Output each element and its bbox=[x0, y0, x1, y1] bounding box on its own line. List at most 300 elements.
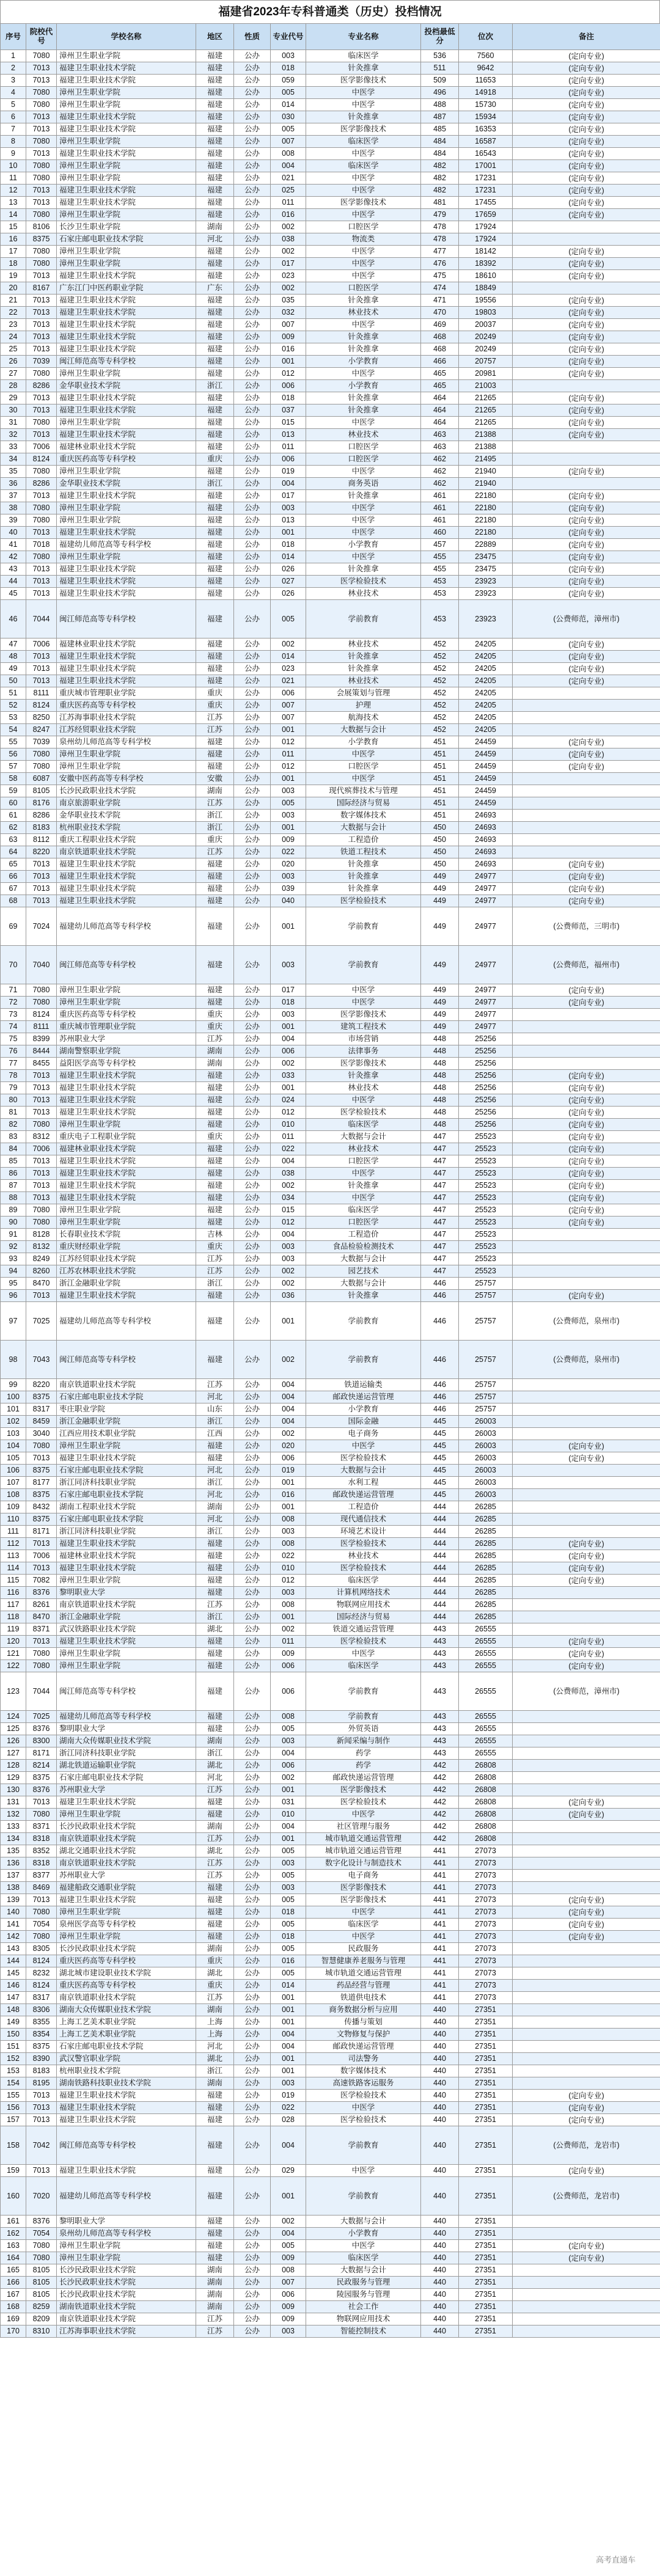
cell-col-note: (定向专业) bbox=[513, 539, 660, 551]
cell-col-note: (定向专业) bbox=[513, 1452, 660, 1465]
cell-col-major-code: 004 bbox=[271, 2228, 306, 2240]
cell-col-note: (定向专业) bbox=[513, 1809, 660, 1821]
cell-col-major: 智能控制技术 bbox=[306, 2325, 421, 2338]
cell-col-school: 福建卫生职业技术学院 bbox=[57, 1290, 196, 1302]
cell-col-major-code: 034 bbox=[271, 1192, 306, 1204]
cell-col-min-score: 447 bbox=[421, 1217, 459, 1229]
cell-col-seq: 83 bbox=[1, 1131, 26, 1143]
cell-col-region: 福建 bbox=[196, 1672, 234, 1711]
cell-col-school: 江苏经贸职业技术学院 bbox=[57, 1253, 196, 1265]
cell-col-code: 7013 bbox=[26, 588, 57, 600]
cell-col-region: 福建 bbox=[196, 1882, 234, 1894]
cell-col-major-code: 009 bbox=[271, 2252, 306, 2264]
cell-col-type: 公办 bbox=[234, 99, 271, 111]
cell-col-major: 学前教育 bbox=[306, 946, 421, 984]
table-row bbox=[1, 2004, 660, 2016]
cell-col-school: 福建卫生职业技术学院 bbox=[57, 663, 196, 675]
table-row bbox=[1, 2165, 660, 2177]
table-row bbox=[1, 2016, 660, 2029]
cell-col-school: 漳州卫生职业学院 bbox=[57, 136, 196, 148]
cell-col-note: (定向专业) bbox=[513, 1070, 660, 1082]
cell-col-min-score: 447 bbox=[421, 1192, 459, 1204]
cell-col-seq: 96 bbox=[1, 1290, 26, 1302]
cell-col-major-code: 004 bbox=[271, 1403, 306, 1416]
cell-col-type: 公办 bbox=[234, 1428, 271, 1440]
cell-col-seq: 84 bbox=[1, 1143, 26, 1155]
cell-col-min-score: 444 bbox=[421, 1562, 459, 1575]
cell-col-region: 福建 bbox=[196, 1575, 234, 1587]
cell-col-min-score: 440 bbox=[421, 2016, 459, 2029]
cell-col-min-score: 448 bbox=[421, 1033, 459, 1045]
cell-col-major: 临床医学 bbox=[306, 50, 421, 62]
cell-col-code: 8355 bbox=[26, 2016, 57, 2029]
table-row bbox=[1, 1760, 660, 1772]
cell-col-school: 南京铁道职业技术学院 bbox=[57, 1599, 196, 1611]
table-row bbox=[1, 1784, 660, 1796]
cell-col-type: 公办 bbox=[234, 1513, 271, 1526]
cell-col-major: 建筑工程技术 bbox=[306, 1021, 421, 1033]
cell-col-school: 福建林业职业技术学院 bbox=[57, 1550, 196, 1562]
cell-col-major-code: 030 bbox=[271, 111, 306, 123]
cell-col-rank: 27073 bbox=[459, 1919, 513, 1931]
cell-col-major-code: 005 bbox=[271, 1845, 306, 1857]
table-row bbox=[1, 2053, 660, 2065]
cell-col-seq: 131 bbox=[1, 1796, 26, 1809]
cell-col-school: 浙江金融职业学院 bbox=[57, 1278, 196, 1290]
cell-col-seq: 79 bbox=[1, 1082, 26, 1094]
table-row bbox=[1, 1980, 660, 1992]
cell-col-major-code: 005 bbox=[271, 1870, 306, 1882]
cell-col-region: 福建 bbox=[196, 588, 234, 600]
cell-col-type: 公办 bbox=[234, 111, 271, 123]
cell-col-type: 公办 bbox=[234, 997, 271, 1009]
cell-col-major: 学前教育 bbox=[306, 1711, 421, 1723]
cell-col-code: 3040 bbox=[26, 1428, 57, 1440]
cell-col-rank: 17924 bbox=[459, 233, 513, 246]
table-row bbox=[1, 871, 660, 883]
cell-col-school: 石家庄邮电职业技术学院 bbox=[57, 1391, 196, 1403]
cell-col-seq: 38 bbox=[1, 502, 26, 514]
cell-col-code: 7013 bbox=[26, 1094, 57, 1107]
cell-col-type: 公办 bbox=[234, 1229, 271, 1241]
cell-col-rank: 19803 bbox=[459, 307, 513, 319]
table-row bbox=[1, 2177, 660, 2216]
table-row bbox=[1, 233, 660, 246]
cell-col-min-score: 475 bbox=[421, 270, 459, 282]
table-row bbox=[1, 1265, 660, 1278]
cell-col-school: 重庆财经职业学院 bbox=[57, 1241, 196, 1253]
cell-col-min-score: 455 bbox=[421, 551, 459, 563]
cell-col-major: 大数据与会计 bbox=[306, 2264, 421, 2277]
cell-col-type: 公办 bbox=[234, 209, 271, 221]
cell-col-note: (定向专业) bbox=[513, 1290, 660, 1302]
cell-col-type: 公办 bbox=[234, 1919, 271, 1931]
cell-col-type: 公办 bbox=[234, 136, 271, 148]
cell-col-seq: 165 bbox=[1, 2264, 26, 2277]
cell-col-min-score: 448 bbox=[421, 1094, 459, 1107]
cell-col-min-score: 441 bbox=[421, 1980, 459, 1992]
cell-col-type: 公办 bbox=[234, 1155, 271, 1168]
cell-col-major: 学前教育 bbox=[306, 1672, 421, 1711]
cell-col-school: 重庆医药高等专科学校 bbox=[57, 453, 196, 466]
cell-col-major: 物联网应用技术 bbox=[306, 1599, 421, 1611]
cell-col-code: 7013 bbox=[26, 1082, 57, 1094]
cell-col-school: 福建卫生职业技术学院 bbox=[57, 1082, 196, 1094]
table-row bbox=[1, 1192, 660, 1204]
cell-col-major-code: 001 bbox=[271, 2004, 306, 2016]
cell-col-major-code: 011 bbox=[271, 1131, 306, 1143]
cell-col-school: 漳州卫生职业学院 bbox=[57, 1217, 196, 1229]
cell-col-note bbox=[513, 2029, 660, 2041]
cell-col-major: 工程造价 bbox=[306, 1501, 421, 1513]
table-row bbox=[1, 99, 660, 111]
cell-col-major: 中医学 bbox=[306, 417, 421, 429]
cell-col-note: (定向专业) bbox=[513, 75, 660, 87]
cell-col-school: 南京铁道职业技术学院 bbox=[57, 846, 196, 858]
cell-col-seq: 88 bbox=[1, 1192, 26, 1204]
cell-col-school: 福建卫生职业技术学院 bbox=[57, 295, 196, 307]
cell-col-school: 漳州卫生职业学院 bbox=[57, 1809, 196, 1821]
cell-col-region: 河北 bbox=[196, 1772, 234, 1784]
cell-col-major-code: 002 bbox=[271, 282, 306, 295]
cell-col-min-score: 452 bbox=[421, 663, 459, 675]
cell-col-note bbox=[513, 1943, 660, 1955]
cell-col-school: 杭州职业技术学院 bbox=[57, 822, 196, 834]
cell-col-region: 湖南 bbox=[196, 2077, 234, 2090]
cell-col-min-score: 449 bbox=[421, 984, 459, 997]
cell-col-seq: 74 bbox=[1, 1021, 26, 1033]
cell-col-code: 7080 bbox=[26, 1440, 57, 1452]
cell-col-code: 8371 bbox=[26, 1821, 57, 1833]
cell-col-note: (定向专业) bbox=[513, 563, 660, 576]
cell-col-rank: 26003 bbox=[459, 1428, 513, 1440]
cell-col-rank: 26808 bbox=[459, 1821, 513, 1833]
cell-col-code: 8432 bbox=[26, 1501, 57, 1513]
cell-col-min-score: 445 bbox=[421, 1452, 459, 1465]
cell-col-note: (定向专业) bbox=[513, 576, 660, 588]
cell-col-school: 漳州卫生职业学院 bbox=[57, 99, 196, 111]
cell-col-min-score: 465 bbox=[421, 380, 459, 392]
cell-col-min-score: 447 bbox=[421, 1204, 459, 1217]
cell-col-major: 学前教育 bbox=[306, 1302, 421, 1341]
cell-col-type: 公办 bbox=[234, 2065, 271, 2077]
cell-col-note bbox=[513, 1379, 660, 1391]
cell-col-rank: 24459 bbox=[459, 797, 513, 810]
cell-col-rank: 26285 bbox=[459, 1550, 513, 1562]
cell-col-major: 城市轨道交通运营管理 bbox=[306, 1967, 421, 1980]
cell-col-school: 福建卫生职业技术学院 bbox=[57, 563, 196, 576]
cell-col-min-score: 447 bbox=[421, 1265, 459, 1278]
cell-col-major: 口腔医学 bbox=[306, 761, 421, 773]
cell-col-type: 公办 bbox=[234, 1723, 271, 1735]
cell-col-seq: 17 bbox=[1, 246, 26, 258]
table-row bbox=[1, 1919, 660, 1931]
cell-col-region: 福建 bbox=[196, 514, 234, 527]
cell-col-school: 安徽中医药高等专科学校 bbox=[57, 773, 196, 785]
cell-col-school: 福建卫生职业技术学院 bbox=[57, 1107, 196, 1119]
cell-col-rank: 20757 bbox=[459, 356, 513, 368]
cell-col-code: 7013 bbox=[26, 331, 57, 343]
cell-col-region: 浙江 bbox=[196, 1526, 234, 1538]
cell-col-major: 中医学 bbox=[306, 87, 421, 99]
cell-col-major: 医学检验技术 bbox=[306, 1538, 421, 1550]
cell-col-major: 医学检验技术 bbox=[306, 1107, 421, 1119]
cell-col-seq: 156 bbox=[1, 2102, 26, 2114]
cell-col-min-score: 453 bbox=[421, 600, 459, 639]
cell-col-code: 8300 bbox=[26, 1735, 57, 1747]
cell-col-major: 国际经济与贸易 bbox=[306, 1611, 421, 1623]
cell-col-major-code: 012 bbox=[271, 1107, 306, 1119]
cell-col-type: 公办 bbox=[234, 502, 271, 514]
cell-col-min-score: 447 bbox=[421, 1131, 459, 1143]
cell-col-code: 7013 bbox=[26, 490, 57, 502]
cell-col-min-score: 448 bbox=[421, 1082, 459, 1094]
cell-col-code: 8124 bbox=[26, 1980, 57, 1992]
cell-col-school: 福建卫生职业技术学院 bbox=[57, 2165, 196, 2177]
cell-col-min-score: 446 bbox=[421, 1341, 459, 1379]
cell-col-major-code: 001 bbox=[271, 527, 306, 539]
cell-col-note: (定向专业) bbox=[513, 258, 660, 270]
cell-col-seq: 168 bbox=[1, 2301, 26, 2313]
table-row bbox=[1, 785, 660, 797]
cell-col-major: 中医学 bbox=[306, 527, 421, 539]
cell-col-min-score: 482 bbox=[421, 185, 459, 197]
cell-col-region: 福建 bbox=[196, 1538, 234, 1550]
cell-col-code: 7013 bbox=[26, 270, 57, 282]
cell-col-seq: 117 bbox=[1, 1599, 26, 1611]
cell-col-min-score: 453 bbox=[421, 588, 459, 600]
cell-col-type: 公办 bbox=[234, 319, 271, 331]
cell-col-school: 湖南大众传媒职业技术学院 bbox=[57, 1735, 196, 1747]
cell-col-major-code: 020 bbox=[271, 858, 306, 871]
cell-col-note bbox=[513, 1045, 660, 1058]
cell-col-min-score: 464 bbox=[421, 404, 459, 417]
cell-col-note: (定向专业) bbox=[513, 1906, 660, 1919]
cell-col-seq: 140 bbox=[1, 1906, 26, 1919]
cell-col-code: 7013 bbox=[26, 75, 57, 87]
cell-col-min-score: 445 bbox=[421, 1489, 459, 1501]
cell-col-region: 福建 bbox=[196, 343, 234, 356]
cell-col-rank: 23475 bbox=[459, 551, 513, 563]
cell-col-code: 7013 bbox=[26, 404, 57, 417]
table-row bbox=[1, 2077, 660, 2090]
cell-col-rank: 27351 bbox=[459, 2325, 513, 2338]
cell-col-rank: 24205 bbox=[459, 687, 513, 700]
cell-col-seq: 50 bbox=[1, 675, 26, 687]
cell-col-code: 7013 bbox=[26, 2090, 57, 2102]
cell-col-school: 黎明职业大学 bbox=[57, 2216, 196, 2228]
cell-col-region: 重庆 bbox=[196, 687, 234, 700]
cell-col-major: 现代通信技术 bbox=[306, 1513, 421, 1526]
cell-col-code: 8260 bbox=[26, 1265, 57, 1278]
cell-col-type: 公办 bbox=[234, 1648, 271, 1660]
cell-col-type: 公办 bbox=[234, 2053, 271, 2065]
table-row bbox=[1, 1587, 660, 1599]
table-row bbox=[1, 258, 660, 270]
cell-col-min-score: 442 bbox=[421, 1809, 459, 1821]
cell-col-min-score: 452 bbox=[421, 724, 459, 736]
cell-col-rank: 18610 bbox=[459, 270, 513, 282]
table-row bbox=[1, 1391, 660, 1403]
cell-col-major-code: 038 bbox=[271, 233, 306, 246]
cell-col-seq: 6 bbox=[1, 111, 26, 123]
table-row bbox=[1, 2325, 660, 2338]
cell-col-major-code: 015 bbox=[271, 417, 306, 429]
cell-col-note bbox=[513, 2301, 660, 2313]
cell-col-rank: 27351 bbox=[459, 2090, 513, 2102]
cell-col-seq: 62 bbox=[1, 822, 26, 834]
table-row bbox=[1, 478, 660, 490]
cell-col-min-score: 441 bbox=[421, 1870, 459, 1882]
cell-col-school: 石家庄邮电职业技术学院 bbox=[57, 233, 196, 246]
cell-col-major: 食品检验检测技术 bbox=[306, 1241, 421, 1253]
cell-col-region: 福建 bbox=[196, 197, 234, 209]
cell-col-school: 浙江同济科技职业学院 bbox=[57, 1747, 196, 1760]
cell-col-major-code: 001 bbox=[271, 1992, 306, 2004]
cell-col-rank: 26003 bbox=[459, 1489, 513, 1501]
cell-col-major-code: 018 bbox=[271, 1931, 306, 1943]
cell-col-region: 福建 bbox=[196, 1723, 234, 1735]
cell-col-rank: 21940 bbox=[459, 478, 513, 490]
cell-col-rank: 24977 bbox=[459, 984, 513, 997]
cell-col-note: (定向专业) bbox=[513, 502, 660, 514]
cell-col-major-code: 036 bbox=[271, 1290, 306, 1302]
cell-col-major-code: 023 bbox=[271, 270, 306, 282]
table-row bbox=[1, 1723, 660, 1735]
cell-col-seq: 107 bbox=[1, 1477, 26, 1489]
table-row bbox=[1, 2264, 660, 2277]
cell-col-type: 公办 bbox=[234, 282, 271, 295]
cell-col-school: 福建卫生职业技术学院 bbox=[57, 858, 196, 871]
cell-col-school: 福建卫生职业技术学院 bbox=[57, 588, 196, 600]
cell-col-region: 湖南 bbox=[196, 1501, 234, 1513]
cell-col-code: 8124 bbox=[26, 453, 57, 466]
cell-col-school: 福建卫生职业技术学院 bbox=[57, 651, 196, 663]
cell-col-code: 7013 bbox=[26, 319, 57, 331]
cell-col-seq: 65 bbox=[1, 858, 26, 871]
cell-col-region: 福建 bbox=[196, 663, 234, 675]
cell-col-type: 公办 bbox=[234, 563, 271, 576]
cell-col-region: 湖南 bbox=[196, 221, 234, 233]
cell-col-min-score: 441 bbox=[421, 1931, 459, 1943]
cell-col-school: 湖南大众传媒职业技术学院 bbox=[57, 2004, 196, 2016]
cell-col-type: 公办 bbox=[234, 984, 271, 997]
cell-col-major-code: 039 bbox=[271, 883, 306, 895]
cell-col-region: 湖北 bbox=[196, 1967, 234, 1980]
cell-col-min-score: 462 bbox=[421, 453, 459, 466]
cell-col-school: 福建卫生职业技术学院 bbox=[57, 331, 196, 343]
cell-col-school: 福建卫生职业技术学院 bbox=[57, 185, 196, 197]
cell-col-seq: 69 bbox=[1, 907, 26, 946]
cell-col-note: (定向专业) bbox=[513, 2165, 660, 2177]
cell-col-rank: 25523 bbox=[459, 1155, 513, 1168]
cell-col-region: 福建 bbox=[196, 1204, 234, 1217]
cell-col-rank: 20981 bbox=[459, 368, 513, 380]
cell-col-note bbox=[513, 822, 660, 834]
cell-col-note: (定向专业) bbox=[513, 331, 660, 343]
table-row bbox=[1, 1217, 660, 1229]
cell-col-note: (定向专业) bbox=[513, 87, 660, 99]
cell-col-school: 石家庄邮电职业技术学院 bbox=[57, 1489, 196, 1501]
cell-col-code: 7080 bbox=[26, 99, 57, 111]
cell-col-major-code: 003 bbox=[271, 946, 306, 984]
cell-col-major: 医学影像技术 bbox=[306, 123, 421, 136]
cell-col-region: 福建 bbox=[196, 160, 234, 172]
cell-col-note bbox=[513, 1784, 660, 1796]
cell-col-major-code: 023 bbox=[271, 663, 306, 675]
cell-col-major: 针灸推拿 bbox=[306, 404, 421, 417]
cell-col-school: 重庆医药高等专科学校 bbox=[57, 1955, 196, 1967]
cell-col-type: 公办 bbox=[234, 429, 271, 441]
cell-col-school: 湖南工程职业技术学院 bbox=[57, 1501, 196, 1513]
cell-col-code: 7013 bbox=[26, 392, 57, 404]
cell-col-type: 公办 bbox=[234, 2301, 271, 2313]
cell-col-note: (定向专业) bbox=[513, 748, 660, 761]
header-col-major-code: 专业代号 bbox=[271, 24, 306, 50]
cell-col-note bbox=[513, 797, 660, 810]
cell-col-rank: 26285 bbox=[459, 1599, 513, 1611]
cell-col-region: 重庆 bbox=[196, 834, 234, 846]
table-row bbox=[1, 748, 660, 761]
cell-col-min-score: 440 bbox=[421, 2313, 459, 2325]
cell-col-region: 河北 bbox=[196, 1391, 234, 1403]
cell-col-major-code: 032 bbox=[271, 307, 306, 319]
cell-col-type: 公办 bbox=[234, 785, 271, 797]
cell-col-school: 南京铁道职业技术学院 bbox=[57, 1992, 196, 2004]
cell-col-seq: 39 bbox=[1, 514, 26, 527]
cell-col-school: 福建卫生职业技术学院 bbox=[57, 429, 196, 441]
cell-col-major-code: 009 bbox=[271, 2301, 306, 2313]
cell-col-note: (定向专业) bbox=[513, 392, 660, 404]
cell-col-min-score: 478 bbox=[421, 233, 459, 246]
cell-col-note: (定向专业) bbox=[513, 997, 660, 1009]
table-row bbox=[1, 1882, 660, 1894]
cell-col-seq: 76 bbox=[1, 1045, 26, 1058]
cell-col-seq: 129 bbox=[1, 1772, 26, 1784]
cell-col-region: 湖南 bbox=[196, 2264, 234, 2277]
cell-col-major-code: 004 bbox=[271, 1033, 306, 1045]
cell-col-min-score: 452 bbox=[421, 687, 459, 700]
cell-col-seq: 126 bbox=[1, 1735, 26, 1747]
cell-col-min-score: 440 bbox=[421, 2165, 459, 2177]
cell-col-note bbox=[513, 1723, 660, 1735]
cell-col-code: 7013 bbox=[26, 111, 57, 123]
cell-col-rank: 24693 bbox=[459, 846, 513, 858]
cell-col-note: (定向专业) bbox=[513, 1107, 660, 1119]
cell-col-note bbox=[513, 2228, 660, 2240]
cell-col-major: 林业技术 bbox=[306, 1550, 421, 1562]
cell-col-note bbox=[513, 2041, 660, 2053]
cell-col-min-score: 446 bbox=[421, 1302, 459, 1341]
cell-col-note: (定向专业) bbox=[513, 1636, 660, 1648]
cell-col-rank: 25757 bbox=[459, 1403, 513, 1416]
cell-col-major: 临床医学 bbox=[306, 160, 421, 172]
cell-col-min-score: 471 bbox=[421, 295, 459, 307]
cell-col-min-score: 449 bbox=[421, 907, 459, 946]
cell-col-min-score: 442 bbox=[421, 1784, 459, 1796]
cell-col-region: 湖南 bbox=[196, 2289, 234, 2301]
cell-col-rank: 22180 bbox=[459, 502, 513, 514]
table-row bbox=[1, 1526, 660, 1538]
cell-col-school: 金华职业技术学院 bbox=[57, 478, 196, 490]
table-row bbox=[1, 2126, 660, 2165]
table-row bbox=[1, 1440, 660, 1452]
cell-col-major: 中医学 bbox=[306, 1440, 421, 1452]
cell-col-rank: 26555 bbox=[459, 1711, 513, 1723]
cell-col-note: (定向专业) bbox=[513, 1660, 660, 1672]
cell-col-major: 针灸推拿 bbox=[306, 490, 421, 502]
cell-col-region: 福建 bbox=[196, 600, 234, 639]
